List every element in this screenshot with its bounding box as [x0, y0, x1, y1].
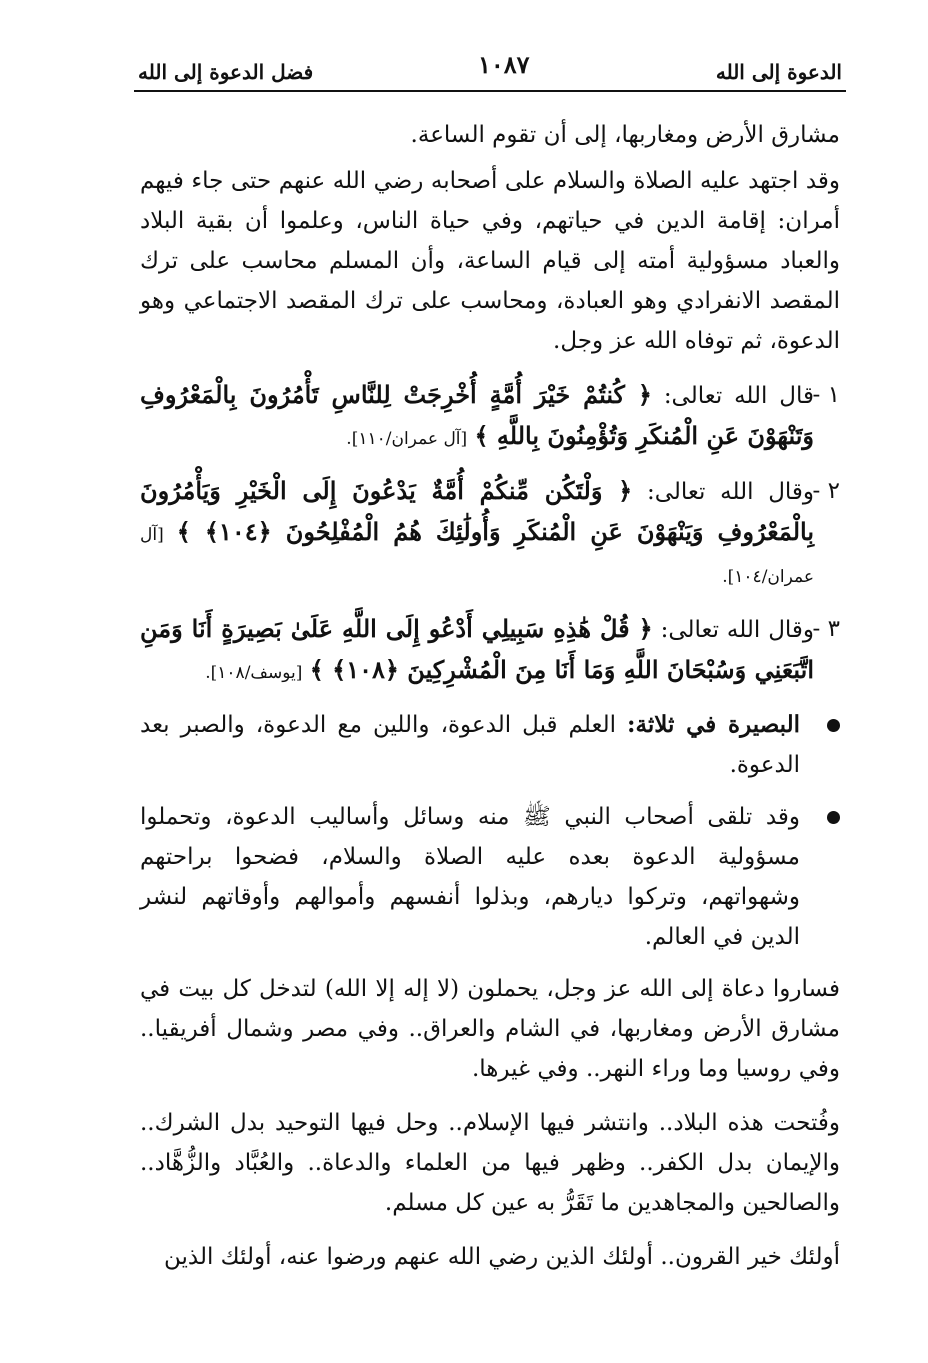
bullet-icon	[827, 811, 840, 824]
bullet-icon	[827, 719, 840, 732]
verse-reference: [يوسف/١٠٨].	[205, 663, 303, 683]
item-number: ١ -	[812, 382, 840, 408]
page-number: ١٠٨٧	[478, 50, 530, 79]
paragraph-4: وفُتحت هذه البلاد.. وانتشر فيها الإسلام.. وحل فيها التوحيد بدل الشرك.. والإيمان بدل الكفر.. وظهر فيها من العلماء والدعاة.. والعُبَّاد والزُّهَّاد.. والصالحين والمجاهدين ما تَقَرُّ به عين كل مسلم.	[140, 1110, 840, 1216]
paragraph-1: مشارق الأرض ومغاربها، إلى أن تقوم الساعة.	[410, 122, 840, 148]
running-header	[138, 50, 842, 90]
quran-verse: ﴿ قُلْ هَٰذِهِ سَبِيلِي أَدْعُو إِلَى اللَّهِ عَلَىٰ بَصِيرَةٍ أَنَا وَمَنِ اتَّبَعَنِي وَسُبْحَانَ اللَّهِ وَمَا أَنَا مِنَ الْمُشْرِكِينَ ﴿١٠٨﴾ ﴾	[140, 614, 814, 684]
verse-item-1	[140, 375, 840, 459]
paragraph-5: أولئك خير القرون.. أولئك الذين رضي الله عنهم ورضوا عنه، أولئك الذين	[163, 1244, 840, 1270]
verse-reference: [آل عمران/١١٠].	[346, 429, 468, 449]
header-book-title: الدعوة إلى الله	[715, 60, 842, 84]
verse-intro: قال الله تعالى:	[663, 383, 814, 409]
paragraph-2: وقد اجتهد عليه الصلاة والسلام على أصحابه رضي الله عنهم حتى جاء فيهم أمران: إقامة الدين في حياتهم، وفي حياة الناس، وعلموا أن بقية البلاد والعباد مسؤولية أمته إلى قيام الساعة، وأن المسلم محاسب على ترك المقصد الانفرادي وهو العبادة، ومحاسب على ترك المقصد الاجتماعي وهو الدعوة، ثم توفاه الله عز وجل.	[140, 168, 840, 354]
bullet-item-1	[140, 705, 840, 785]
header-rule	[134, 90, 846, 92]
verse-item-2	[140, 471, 840, 597]
quran-verse: ﴿ كُنتُمْ خَيْرَ أُمَّةٍ أُخْرِجَتْ لِلنَّاسِ تَأْمُرُونَ بِالْمَعْرُوفِ وَتَنْهَوْنَ عَنِ الْمُنكَرِ وَتُؤْمِنُونَ بِاللَّهِ ﴾	[140, 380, 814, 450]
page-body	[140, 115, 840, 1291]
verse-reference: [آل عمران/١٠٤].	[140, 525, 814, 587]
verse-intro: وقال الله تعالى:	[646, 479, 815, 505]
item-number: ٢ -	[812, 478, 840, 504]
header-chapter-title: فضل الدعوة إلى الله	[138, 60, 314, 84]
bullet-heading: البصيرة في ثلاثة:	[627, 711, 801, 738]
bullet-item-2	[140, 797, 840, 957]
bullet-text: وقد تلقى أصحاب النبي ﷺ منه وسائل وأساليب الدعوة، وتحملوا مسؤولية الدعوة بعده عليه الصلاة والسلام، فضحوا براحتهم وشهواتهم، وتركوا ديارهم، وبذلوا أنفسهم وأموالهم وأوقاتهم لنشر الدين في العالم.	[140, 804, 800, 950]
bullet-text: العلم قبل الدعوة، واللين مع الدعوة، والصبر بعد الدعوة.	[140, 712, 800, 778]
quran-verse: ﴿ وَلْتَكُن مِّنكُمْ أُمَّةٌ يَدْعُونَ إِلَى الْخَيْرِ وَيَأْمُرُونَ بِالْمَعْرُوفِ وَيَنْهَوْنَ عَنِ الْمُنكَرِ وَأُولَٰئِكَ هُمُ الْمُفْلِحُونَ ﴿١٠٤﴾ ﴾	[140, 476, 815, 546]
verse-intro: وقال الله تعالى:	[660, 617, 815, 643]
item-number: ٣ -	[812, 616, 840, 642]
paragraph-3: فساروا دعاة إلى الله عز وجل، يحملون (لا إله إلا الله) لتدخل كل بيت في مشارق الأرض ومغاربها، في الشام والعراق.. وفي مصر وشمال أفريقيا.. وفي روسيا وما وراء النهر.. وفي غيرها.	[140, 976, 840, 1082]
verse-item-3	[140, 609, 840, 693]
